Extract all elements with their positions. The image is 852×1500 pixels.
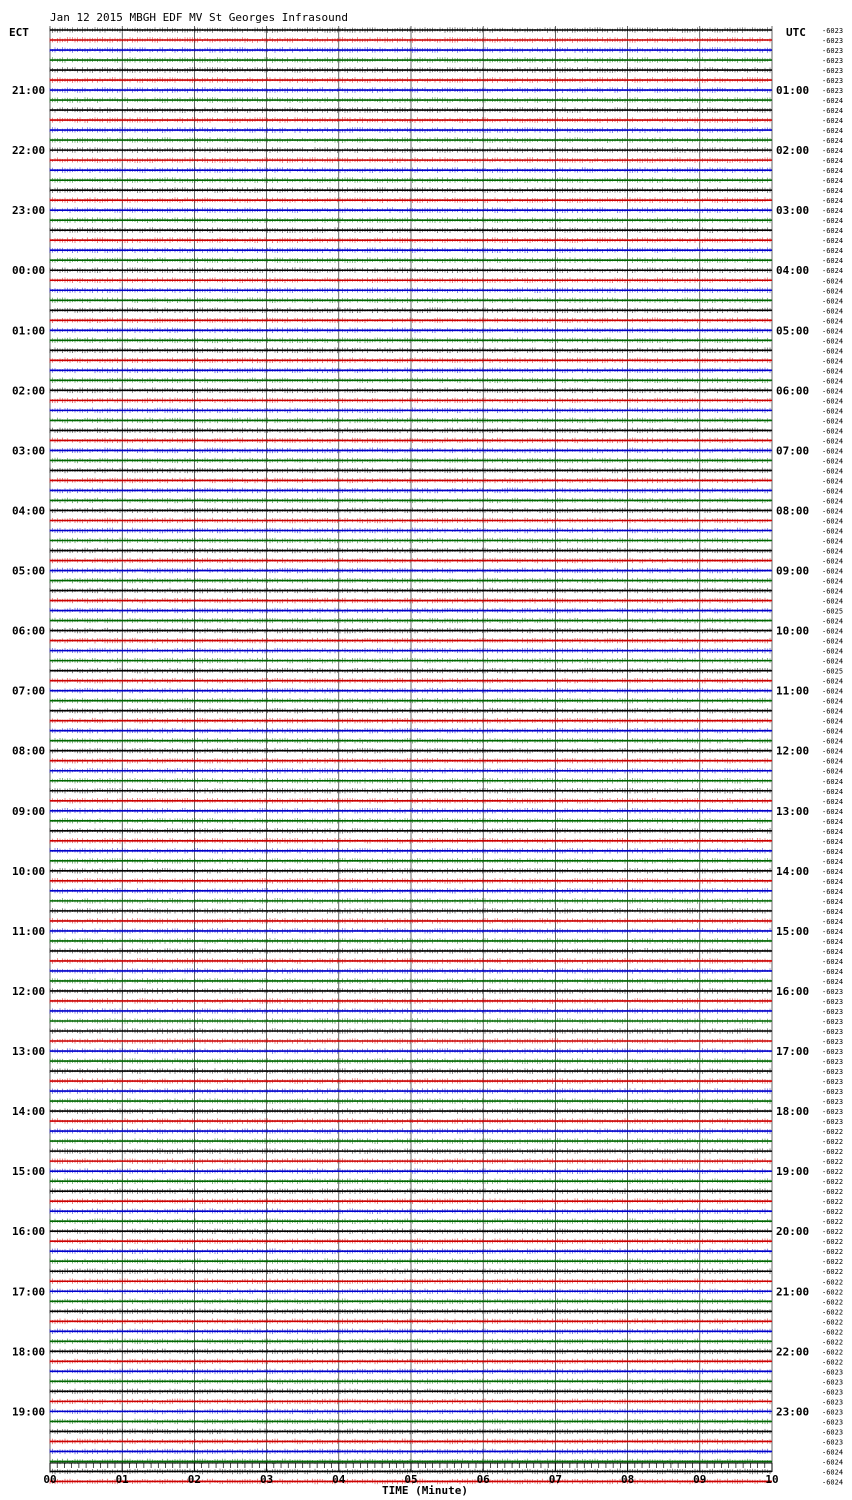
x-tick-label: 03 <box>259 1473 274 1486</box>
trace-offset-label: -6024 <box>822 627 844 636</box>
trace-offset-label: -6025 <box>822 607 844 616</box>
trace-offset-label: -6023 <box>822 1368 844 1377</box>
trace-offset-label: -6024 <box>822 277 844 286</box>
trace-offset-label: -6024 <box>822 177 844 186</box>
trace-offset-label: -6022 <box>822 1188 844 1197</box>
trace-offset-label: -6022 <box>822 1318 844 1327</box>
trace-offset-label: -6024 <box>822 707 844 716</box>
trace-offset-label: -6022 <box>822 1138 844 1147</box>
trace-offset-label: -6023 <box>822 1118 844 1127</box>
trace-offset-label: -6024 <box>822 587 844 596</box>
left-hour-label: 00:00 <box>12 264 46 278</box>
left-hour-label: 07:00 <box>12 684 46 698</box>
trace-offset-label: -6024 <box>822 197 844 206</box>
trace-offset-label: -6024 <box>822 477 844 486</box>
trace-offset-label: -6022 <box>822 1348 844 1357</box>
trace-offset-label: -6024 <box>822 317 844 326</box>
x-tick-label: 01 <box>115 1473 129 1486</box>
trace-offset-label: -6024 <box>822 357 844 366</box>
right-hour-label: 07:00 <box>776 444 810 458</box>
trace-offset-label: -6023 <box>822 47 844 56</box>
right-hour-label: 18:00 <box>776 1105 810 1119</box>
x-tick-label: 10 <box>765 1473 779 1486</box>
left-hour-label: 04:00 <box>12 504 46 518</box>
x-tick-label: 07 <box>548 1473 563 1486</box>
trace-offset-label: -6022 <box>822 1218 844 1227</box>
trace-offset-label: -6022 <box>822 1298 844 1307</box>
trace-offset-label: -6022 <box>822 1258 844 1267</box>
trace-offset-label: -6022 <box>822 1308 844 1317</box>
trace-offset-label: -6024 <box>822 247 844 256</box>
left-axis-label: ECT <box>9 26 29 39</box>
trace-offset-label: -6024 <box>822 767 844 776</box>
trace-offset-label: -6024 <box>822 117 844 126</box>
x-tick-label: 05 <box>404 1473 418 1486</box>
trace-offset-label: -6022 <box>822 1168 844 1177</box>
right-hour-label: 12:00 <box>776 744 810 758</box>
trace-offset-label: -6024 <box>822 827 844 836</box>
minute-gridlines <box>50 26 772 1463</box>
trace-offset-label: -6024 <box>822 787 844 796</box>
trace-offset-label: -6024 <box>822 547 844 556</box>
trace-offset-label: -6023 <box>822 67 844 76</box>
left-hour-label: 21:00 <box>12 84 46 98</box>
trace-offset-label: -6024 <box>822 427 844 436</box>
trace-offset-label: -6024 <box>822 237 844 246</box>
trace-offset-label: -6022 <box>822 1328 844 1337</box>
trace-offset-label: -6023 <box>822 1017 844 1026</box>
trace-offset-label: -6024 <box>822 327 844 336</box>
right-hour-label: 16:00 <box>776 984 810 998</box>
left-hour-label: 10:00 <box>12 864 46 878</box>
trace-offset-label: -6023 <box>822 987 844 996</box>
trace-offset-label: -6024 <box>822 757 844 766</box>
right-hour-label: 15:00 <box>776 924 810 938</box>
x-tick-label: 08 <box>620 1473 635 1486</box>
trace-offset-label: -6024 <box>822 937 844 946</box>
trace-offset-label: -6024 <box>822 777 844 786</box>
right-hour-label: 11:00 <box>776 684 810 698</box>
trace-offset-label: -6024 <box>822 447 844 456</box>
trace-offset-label: -6024 <box>822 877 844 886</box>
trace-offset-label: -6023 <box>822 1108 844 1117</box>
trace-offset-label: -6024 <box>822 657 844 666</box>
trace-offset-label: -6024 <box>822 597 844 606</box>
left-hour-label: 08:00 <box>12 744 46 758</box>
trace-offset-label: -6024 <box>822 507 844 516</box>
trace-offset-label: -6023 <box>822 37 844 46</box>
plot-title: Jan 12 2015 MBGH EDF MV St Georges Infrasound <box>50 11 349 24</box>
trace-offset-label: -6024 <box>822 337 844 346</box>
trace-offset-label: -6024 <box>822 637 844 646</box>
right-hour-label: 13:00 <box>776 804 810 818</box>
trace-offset-label: -6023 <box>822 57 844 66</box>
right-hour-label: 08:00 <box>776 504 810 518</box>
trace-offset-label: -6024 <box>822 397 844 406</box>
trace-offset-label: -6023 <box>822 1048 844 1057</box>
trace-offset-label: -6024 <box>822 137 844 146</box>
trace-offset-label: -6024 <box>822 347 844 356</box>
right-hour-label: 10:00 <box>776 624 810 638</box>
trace-offset-label: -6024 <box>822 187 844 196</box>
right-axis-label: UTC <box>786 26 806 39</box>
trace-offset-label: -6022 <box>822 1208 844 1217</box>
left-hour-label: 05:00 <box>12 564 46 578</box>
x-axis-label: TIME (Minute) <box>381 1484 469 1497</box>
trace-offset-label: -6023 <box>822 1398 844 1407</box>
trace-offset-label: -6024 <box>822 907 844 916</box>
right-hour-label: 17:00 <box>776 1045 810 1059</box>
trace-offset-label: -6024 <box>822 227 844 236</box>
x-tick-label: 00 <box>43 1473 57 1486</box>
trace-offset-label: -6024 <box>822 1478 844 1487</box>
trace-offset-label: -6024 <box>822 147 844 156</box>
x-tick-label: 04 <box>332 1473 346 1486</box>
trace-offset-label: -6024 <box>822 467 844 476</box>
left-hour-label: 02:00 <box>12 384 46 398</box>
trace-offset-label: -6024 <box>822 567 844 576</box>
trace-offset-label: -6024 <box>822 557 844 566</box>
trace-offset-label: -6022 <box>822 1238 844 1247</box>
trace-offset-label: -6024 <box>822 457 844 466</box>
trace-offset-label: -6024 <box>822 377 844 386</box>
trace-offset-label: -6022 <box>822 1198 844 1207</box>
trace-offset-label: -6023 <box>822 27 844 35</box>
trace-offset-label: -6024 <box>822 207 844 216</box>
x-tick-label: 09 <box>693 1473 707 1486</box>
trace-offset-label: -6024 <box>822 437 844 446</box>
trace-offset-label: -6023 <box>822 1408 844 1417</box>
right-hour-label: 14:00 <box>776 864 810 878</box>
trace-offset-label: -6022 <box>822 1268 844 1277</box>
left-hour-label: 01:00 <box>12 324 46 338</box>
right-hour-label: 09:00 <box>776 564 810 578</box>
trace-offset-label: -6025 <box>822 667 844 676</box>
right-hour-label: 23:00 <box>776 1405 810 1419</box>
right-hour-label: 21:00 <box>776 1285 810 1299</box>
right-hour-label: 03:00 <box>776 204 810 218</box>
left-hour-label: 19:00 <box>12 1405 46 1419</box>
trace-offset-label: -6024 <box>822 577 844 586</box>
left-hour-label: 15:00 <box>12 1165 46 1179</box>
trace-offset-label: -6024 <box>822 727 844 736</box>
trace-offset-label: -6024 <box>822 697 844 706</box>
trace-offset-label: -6024 <box>822 687 844 696</box>
left-hour-label: 11:00 <box>12 924 46 938</box>
trace-offset-label: -6023 <box>822 1088 844 1097</box>
right-hour-label: 05:00 <box>776 324 810 338</box>
trace-offset-label: -6024 <box>822 837 844 846</box>
trace-offset-label: -6024 <box>822 747 844 756</box>
trace-offset-label: -6024 <box>822 897 844 906</box>
trace-offset-label: -6024 <box>822 217 844 226</box>
trace-offset-label: -6024 <box>822 107 844 116</box>
trace-offset-label: -6022 <box>822 1178 844 1187</box>
trace-offset-label: -6023 <box>822 1388 844 1397</box>
left-hour-label: 22:00 <box>12 144 46 158</box>
trace-offset-label: -6024 <box>822 847 844 856</box>
trace-offset-label: -6022 <box>822 1278 844 1287</box>
right-hour-label: 19:00 <box>776 1165 810 1179</box>
trace-offset-label: -6024 <box>822 97 844 106</box>
trace-offset-label: -6024 <box>822 167 844 176</box>
trace-offset-label: -6024 <box>822 617 844 626</box>
x-axis <box>43 1463 778 1486</box>
trace-offset-label: -6024 <box>822 367 844 376</box>
trace-offset-label: -6023 <box>822 87 844 96</box>
trace-offset-label: -6024 <box>822 797 844 806</box>
trace-offset-label: -6022 <box>822 1358 844 1367</box>
right-hour-label: 20:00 <box>776 1225 810 1239</box>
trace-offset-label: -6024 <box>822 157 844 166</box>
trace-offset-label: -6024 <box>822 267 844 276</box>
trace-offset-label: -6024 <box>822 737 844 746</box>
trace-offset-label: -6024 <box>822 917 844 926</box>
trace-offset-label: -6024 <box>822 977 844 986</box>
trace-offset-label: -6024 <box>822 967 844 976</box>
trace-offset-label: -6022 <box>822 1248 844 1257</box>
right-hour-label: 01:00 <box>776 84 810 98</box>
trace-offset-label: -6024 <box>822 887 844 896</box>
trace-offset-labels <box>822 27 843 1486</box>
left-hour-label: 03:00 <box>12 444 46 458</box>
trace-offset-label: -6024 <box>822 957 844 966</box>
trace-offset-label: -6023 <box>822 1058 844 1067</box>
trace-offset-label: -6023 <box>822 1007 844 1016</box>
trace-offset-label: -6022 <box>822 1148 844 1157</box>
trace-offset-label: -6024 <box>822 647 844 656</box>
trace-offset-label: -6023 <box>822 77 844 86</box>
right-hour-label: 22:00 <box>776 1345 810 1359</box>
left-hour-label: 13:00 <box>12 1045 46 1059</box>
trace-offset-label: -6023 <box>822 1078 844 1087</box>
trace-offset-label: -6024 <box>822 287 844 296</box>
trace-offset-label: -6022 <box>822 1228 844 1237</box>
trace-offset-label: -6024 <box>822 807 844 816</box>
trace-offset-label: -6022 <box>822 1288 844 1297</box>
trace-offset-label: -6024 <box>822 387 844 396</box>
right-hour-label: 02:00 <box>776 144 810 158</box>
trace-offset-label: -6024 <box>822 307 844 316</box>
trace-offset-label: -6024 <box>822 857 844 866</box>
trace-offset-label: -6024 <box>822 487 844 496</box>
trace-offset-label: -6024 <box>822 1458 844 1467</box>
trace-offset-label: -6023 <box>822 1038 844 1047</box>
trace-offset-label: -6024 <box>822 947 844 956</box>
left-hour-label: 17:00 <box>12 1285 46 1299</box>
left-hour-label: 09:00 <box>12 804 46 818</box>
trace-offset-label: -6023 <box>822 1378 844 1387</box>
trace-offset-label: -6024 <box>822 537 844 546</box>
left-hour-label: 18:00 <box>12 1345 46 1359</box>
trace-offset-label: -6023 <box>822 1098 844 1107</box>
trace-offset-label: -6022 <box>822 1128 844 1137</box>
trace-offset-label: -6024 <box>822 257 844 266</box>
trace-offset-label: -6024 <box>822 417 844 426</box>
trace-offset-label: -6023 <box>822 1068 844 1077</box>
left-hour-label: 14:00 <box>12 1105 46 1119</box>
trace-offset-label: -6024 <box>822 817 844 826</box>
x-tick-label: 02 <box>187 1473 202 1486</box>
trace-offset-label: -6022 <box>822 1158 844 1167</box>
trace-offset-label: -6024 <box>822 527 844 536</box>
trace-offset-label: -6023 <box>822 1028 844 1036</box>
trace-offset-label: -6024 <box>822 1448 844 1457</box>
trace-offset-label: -6024 <box>822 677 844 686</box>
trace-offset-label: -6024 <box>822 517 844 526</box>
trace-offset-label: -6023 <box>822 997 844 1006</box>
left-hour-label: 12:00 <box>12 984 46 998</box>
trace-offset-label: -6024 <box>822 497 844 506</box>
left-hour-label: 06:00 <box>12 624 46 638</box>
left-hour-label: 23:00 <box>12 204 46 218</box>
trace-offset-label: -6024 <box>822 927 844 936</box>
trace-offset-label: -6024 <box>822 407 844 416</box>
trace-offset-label: -6024 <box>822 127 844 136</box>
trace-offset-label: -6024 <box>822 717 844 726</box>
trace-offset-label: -6024 <box>822 867 844 876</box>
trace-offset-label: -6022 <box>822 1338 844 1347</box>
trace-offset-label: -6024 <box>822 297 844 306</box>
trace-offset-label: -6023 <box>822 1428 844 1437</box>
trace-offset-label: -6024 <box>822 1468 844 1477</box>
right-hour-label: 04:00 <box>776 264 810 278</box>
trace-offset-label: -6023 <box>822 1418 844 1427</box>
trace-offset-label: -6023 <box>822 1438 844 1447</box>
x-tick-label: 06 <box>476 1473 490 1486</box>
right-hour-label: 06:00 <box>776 384 810 398</box>
left-hour-label: 16:00 <box>12 1225 46 1239</box>
